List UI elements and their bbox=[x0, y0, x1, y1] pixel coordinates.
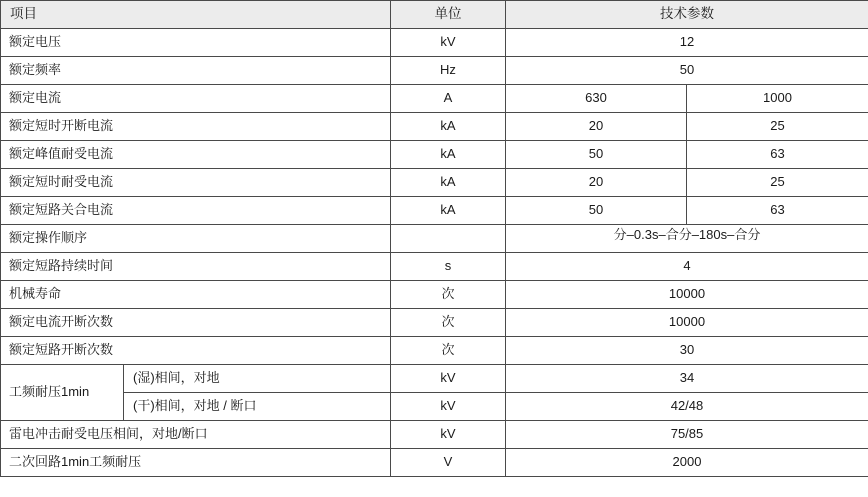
row-unit: 次 bbox=[391, 281, 506, 309]
row-value: 10000 bbox=[506, 281, 868, 309]
row-value: 34 bbox=[506, 365, 868, 393]
row-item-label: 额定电流开断次数 bbox=[1, 309, 391, 337]
row-unit: kA bbox=[391, 141, 506, 169]
table-row bbox=[1, 253, 868, 281]
table-row bbox=[1, 281, 868, 309]
row-item-label: 额定短时开断电流 bbox=[1, 113, 391, 141]
table-row bbox=[1, 225, 868, 253]
row-value: 75/85 bbox=[506, 421, 868, 449]
row-unit: kV bbox=[391, 393, 506, 421]
row-unit: kV bbox=[391, 365, 506, 393]
row-value: 12 bbox=[506, 29, 868, 57]
table-row bbox=[1, 309, 868, 337]
row-value: 42/48 bbox=[506, 393, 868, 421]
operating-sequence-text: 分–0.3s–合分–180s–合分 bbox=[613, 227, 761, 243]
table-row bbox=[1, 421, 868, 449]
row-value-a: 50 bbox=[506, 141, 687, 169]
table-row bbox=[1, 169, 868, 197]
row-unit: kV bbox=[391, 421, 506, 449]
row-value-a: 20 bbox=[506, 113, 687, 141]
row-item-label: 机械寿命 bbox=[1, 281, 391, 309]
table-header-row bbox=[1, 1, 868, 29]
row-unit: 次 bbox=[391, 309, 506, 337]
row-item-label: 额定频率 bbox=[1, 57, 391, 85]
row-item-label: 二次回路1min工频耐压 bbox=[1, 449, 391, 477]
table-row bbox=[1, 197, 868, 225]
row-unit: kA bbox=[391, 197, 506, 225]
column-header-parameter: 技术参数 bbox=[506, 1, 868, 29]
row-item-label: 雷电冲击耐受电压相间，对地/断口 bbox=[1, 421, 391, 449]
row-value-b: 63 bbox=[687, 141, 868, 169]
row-unit bbox=[391, 225, 506, 253]
row-unit: V bbox=[391, 449, 506, 477]
row-value-b: 25 bbox=[687, 113, 868, 141]
row-item-label: 额定峰值耐受电流 bbox=[1, 141, 391, 169]
row-value: 10000 bbox=[506, 309, 868, 337]
table-row bbox=[1, 57, 868, 85]
row-item-label: 额定操作顺序 bbox=[1, 225, 391, 253]
row-value-b: 1000 bbox=[687, 85, 868, 113]
column-header-unit: 单位 bbox=[391, 1, 506, 29]
hv-sub-item-label: (湿)相间，对地 bbox=[124, 365, 391, 393]
hv-group-label: 工频耐压1min bbox=[1, 365, 124, 421]
row-unit: s bbox=[391, 253, 506, 281]
table-row bbox=[1, 113, 868, 141]
hv-sub-item-label: (干)相间，对地 / 断口 bbox=[124, 393, 391, 421]
row-value bbox=[506, 225, 868, 253]
row-unit: kV bbox=[391, 29, 506, 57]
row-unit: 次 bbox=[391, 337, 506, 365]
row-unit: A bbox=[391, 85, 506, 113]
row-value: 50 bbox=[506, 57, 868, 85]
row-value: 4 bbox=[506, 253, 868, 281]
table-row-hv-dry bbox=[1, 393, 868, 421]
row-item-label: 额定短时耐受电流 bbox=[1, 169, 391, 197]
row-unit: kA bbox=[391, 169, 506, 197]
table-row-hv-wet bbox=[1, 365, 868, 393]
table-row bbox=[1, 141, 868, 169]
table-row bbox=[1, 85, 868, 113]
row-unit: kA bbox=[391, 113, 506, 141]
row-value-a: 50 bbox=[506, 197, 687, 225]
row-item-label: 额定短路持续时间 bbox=[1, 253, 391, 281]
row-value-a: 20 bbox=[506, 169, 687, 197]
row-unit: Hz bbox=[391, 57, 506, 85]
row-value-b: 63 bbox=[687, 197, 868, 225]
table-row bbox=[1, 29, 868, 57]
row-value: 30 bbox=[506, 337, 868, 365]
row-value: 2000 bbox=[506, 449, 868, 477]
row-item-label: 额定短路开断次数 bbox=[1, 337, 391, 365]
table-row bbox=[1, 337, 868, 365]
column-header-item: 项目 bbox=[1, 1, 391, 29]
row-value-a: 630 bbox=[506, 85, 687, 113]
row-item-label: 额定电压 bbox=[1, 29, 391, 57]
row-value-b: 25 bbox=[687, 169, 868, 197]
table-row bbox=[1, 449, 868, 477]
row-item-label: 额定短路关合电流 bbox=[1, 197, 391, 225]
row-item-label: 额定电流 bbox=[1, 85, 391, 113]
